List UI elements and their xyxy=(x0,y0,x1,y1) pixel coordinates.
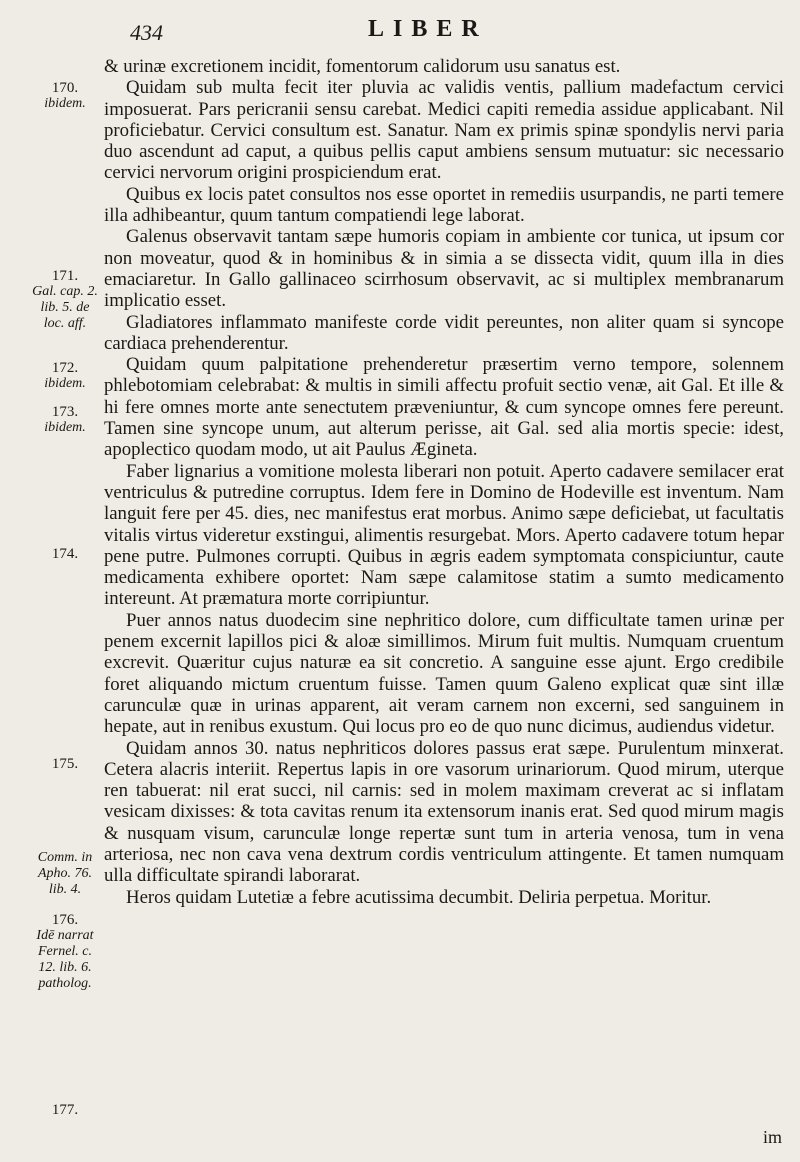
margin-number: 171. xyxy=(51,268,79,284)
paragraph: Quibus ex locis patet consultos nos esse oportet in remediis usurpandis, ne parti temere illa adhibeantur, quum tantum compatiendi lege laborat. xyxy=(104,183,784,227)
margin-note xyxy=(30,80,100,112)
page-number: 434 xyxy=(130,20,163,45)
margin-note xyxy=(30,268,100,332)
margin-number: 177. xyxy=(51,1102,79,1118)
margin-reference: Idē narrat Fernel. c. 12. lib. 6. patholog. xyxy=(36,928,94,991)
margin-number: 175. xyxy=(51,756,79,772)
margin-note xyxy=(30,912,100,992)
margin-reference: Gal. cap. 2. lib. 5. de loc. aff. xyxy=(32,284,98,331)
margin-note xyxy=(30,1102,100,1118)
paragraph: Heros quidam Lutetiæ a febre acutissima decumbit. Deliria perpetua. Moritur. xyxy=(126,886,712,908)
margin-reference: ibidem. xyxy=(44,376,86,391)
paragraph: Quidam quum palpitatione prehenderetur præsertim verno tempore, solennem phlebotomiam celebrabat: & multis in simili affectu profuit sectio venæ, ait Gal. Et ille & hi fere omnes morte ante senectutem præveniuntur, & cum syncope omnes fere pereunt. Tamen sine syncope unum, aut alterum perisse, ait Gal. sed alia mortis specie: idest, apoplectico quodam modo, ut ait Paulus Ægineta. xyxy=(104,354,784,461)
paragraph: Faber lignarius a vomitione molesta liberari non potuit. Aperto cadavere semilacer erat ventriculus & putredine corruptus. Idem fere in Domino de Hodeville est inventum. Nam languit fere per 45. dies, nec manifestus erat morbus. Animo sæpe deficiebat, ut facultatis vitalis virtus videretur exstingui, alimentis resurgebat. Mors. Aperto cadavere totum hepar pene putre. Pulmones corrupti. Quibus in ægris eadem symptomata conspiciuntur, caute medicamenta exhibere oportet: Nam sæpe calamitose statim a sumto medicamento intereunt. At præmatura morte corripiuntur. xyxy=(104,460,784,610)
margin-reference: Comm. in Apho. 76. lib. 4. xyxy=(37,850,93,897)
margin-number: 176. xyxy=(51,912,79,928)
margin-reference: ibidem. xyxy=(44,420,86,435)
running-head: LIBER xyxy=(368,16,488,42)
page-header xyxy=(0,16,800,50)
margin-note xyxy=(30,546,100,562)
margin-number: 173. xyxy=(51,404,79,420)
paragraph: Galenus observavit tantam sæpe humoris copiam in ambiente cor tunica, ut ipsum cor non moveatur, quod & in hominibus & in simia a se dissecta vidit, quum illa in dies emaciaretur. In Gallo gallinaceo scirrhosum observavit, ac si multiplex membranarum implicatio esset. xyxy=(104,226,784,312)
body-text xyxy=(104,56,784,908)
paragraph: Puer annos natus duodecim sine nephritico dolore, cum difficultate tamen urinæ per penem excernit lapillos pici & aloæ simillimos. Mirum fuit multis. Numquam cruentum excrevit. Quæritur cujus naturæ ea sit concretio. A sanguine esse ajunt. Ergo credibile foret aliquando mictum cruentum fuisse. Tamen quum Galeno explicat quæ sint illæ carunculæ quæ in urinas apparent, ait veram carnem non excerni, sed sanguinem in hepate, aut in renibus exustum. Qui locus pro eo de quo nunc dicimus, audiendus videtur. xyxy=(104,609,784,738)
paragraph: Gladiatores inflammato manifeste corde vidit pereuntes, non aliter quam si syncope cardiaca prehenderentur. xyxy=(104,311,784,354)
catchword: im xyxy=(762,1127,782,1147)
margin-number: 170. xyxy=(51,80,79,96)
paragraph: Quidam annos 30. natus nephriticos dolores passus erat sæpe. Purulentum minxerat. Cetera alacris interiit. Repertus lapis in ore vasorum urinariorum. Quod mirum, uterque ren tabuerat: nil erat succi, nil carnis: sed in molem maximam creverat ac si inflatam vesicam dixisses: & tota cavitas renum ita extensorum inanis erat. Sed quod mirum magis & nusquam visum, carunculæ longe repertæ sunt tum in arteria venosa, tum in vena arteriosa, nec non cava vena dextrum cordis ventriculum attingente. Et tamen numquam ulla difficultate spirandi laborarat. xyxy=(104,737,784,887)
margin-note xyxy=(30,850,100,898)
margin-note xyxy=(30,360,100,392)
paragraph: Quidam sub multa fecit iter pluvia ac validis ventis, pallium madefactum cervici imposuerat. Pars pericranii sensu carebat. Medici capiti remedia assidue applicabant. Nil proficiebatur. Cervici consultum est. Sanatur. Nam ex primis spinæ spondylis nervi paria duo ascendunt ad caput, a quibus pellis caput ambiens sensum mutuatur: sic necessario cervici nervorum origini prospiciendum erat. xyxy=(104,77,784,184)
margin-note xyxy=(30,404,100,436)
margin-number: 174. xyxy=(51,546,79,562)
margin-reference: ibidem. xyxy=(44,96,86,111)
margin-number: 172. xyxy=(51,360,79,376)
paragraph: & urinæ excretionem incidit, fomentorum calidorum usu sanatus est. xyxy=(104,56,621,77)
margin-note xyxy=(30,756,100,772)
